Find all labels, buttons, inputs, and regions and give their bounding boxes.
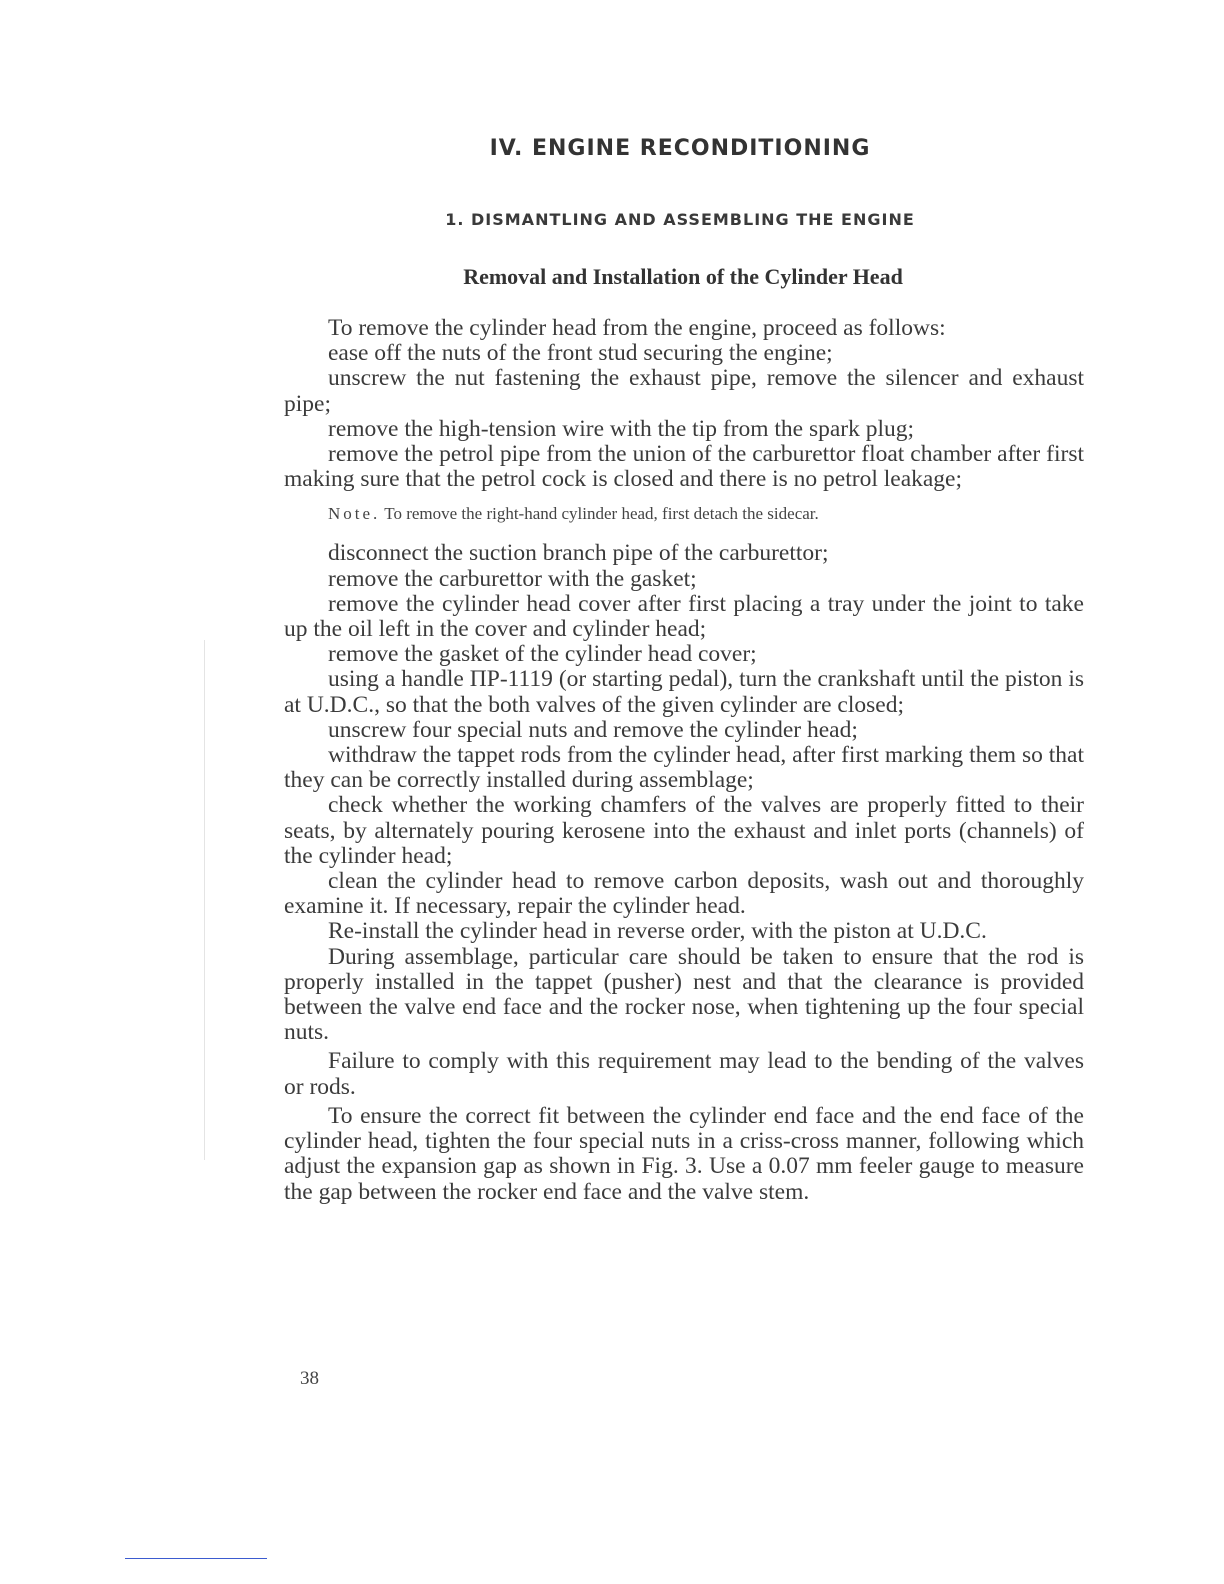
paragraph: clean the cylinder head to remove carbon deposits, wash out and thoroughly examine it. If necessary, repair the cylinder head. bbox=[284, 868, 1084, 920]
paragraph: remove the cylinder head cover after first placing a tray under the joint to take up the oil left in the cover and cylinder head; bbox=[284, 590, 1084, 643]
paragraph: unscrew four special nuts and remove the cylinder head; bbox=[328, 716, 858, 743]
paragraph: remove the carburettor with the gasket; bbox=[328, 565, 697, 592]
paragraph: check whether the working chamfers of the valves are properly fitted to their seats, by alternately pouring kerosene into the exhaust and inlet ports (channels) of the cylinder head; bbox=[284, 792, 1084, 869]
page-number: 38 bbox=[300, 1368, 319, 1389]
subsection-title: Removal and Installation of the Cylinder Head bbox=[463, 264, 903, 289]
paragraph: unscrew the nut fastening the exhaust pipe, remove the silencer and exhaust pipe; bbox=[284, 365, 1084, 417]
paragraph: Failure to comply with this requirement may lead to the bending of the valves or rods. bbox=[284, 1048, 1084, 1100]
note-text: To remove the right-hand cylinder head, first detach the sidecar. bbox=[384, 504, 819, 524]
scan-margin-mark bbox=[204, 640, 205, 1160]
note-label: Note. bbox=[328, 504, 381, 524]
paragraph: During assemblage, particular care should be taken to ensure that the rod is properly installed in the tappet (pusher) nest and that the clearance is provided between the valve end face and the rocker nose, when tightening up the four special nuts. bbox=[284, 943, 1084, 1046]
section-title: 1. DISMANTLING AND ASSEMBLING THE ENGINE bbox=[445, 210, 915, 229]
body-text bbox=[284, 316, 1084, 1205]
paragraph: Re-install the cylinder head in reverse order, with the piston at U.D.C. bbox=[328, 918, 987, 945]
paragraph: withdraw the tappet rods from the cylinder head, after first marking them so that they can be correctly installed during assemblage; bbox=[284, 742, 1084, 794]
paragraph: using a handle ПР-1119 (or starting pedal), turn the crankshaft until the piston is at U.D.C., so that the both valves of the given cylinder are closed; bbox=[284, 666, 1084, 718]
paragraph: remove the high-tension wire with the tip from the spark plug; bbox=[328, 415, 915, 442]
paragraph: remove the petrol pipe from the union of the carburettor float chamber after first making sure that the petrol cock is closed and there is no petrol leakage; bbox=[284, 441, 1084, 493]
paragraph: remove the gasket of the cylinder head cover; bbox=[328, 641, 757, 668]
paragraph: ease off the nuts of the front stud securing the engine; bbox=[328, 340, 833, 367]
paragraph: To remove the cylinder head from the engine, proceed as follows: bbox=[328, 315, 946, 341]
paragraph: To ensure the correct fit between the cylinder end face and the end face of the cylinder head, tighten the four special nuts in a criss-cross manner, following which adjust the expansion gap as shown in Fig. 3. Use a 0.07 mm feeler gauge to measure the gap between the rocker end face and the valve stem. bbox=[284, 1102, 1084, 1205]
paragraph: disconnect the suction branch pipe of the carburettor; bbox=[328, 540, 829, 567]
footnote-rule bbox=[125, 1558, 267, 1559]
note bbox=[284, 504, 1084, 524]
chapter-title: IV. ENGINE RECONDITIONING bbox=[489, 136, 871, 161]
